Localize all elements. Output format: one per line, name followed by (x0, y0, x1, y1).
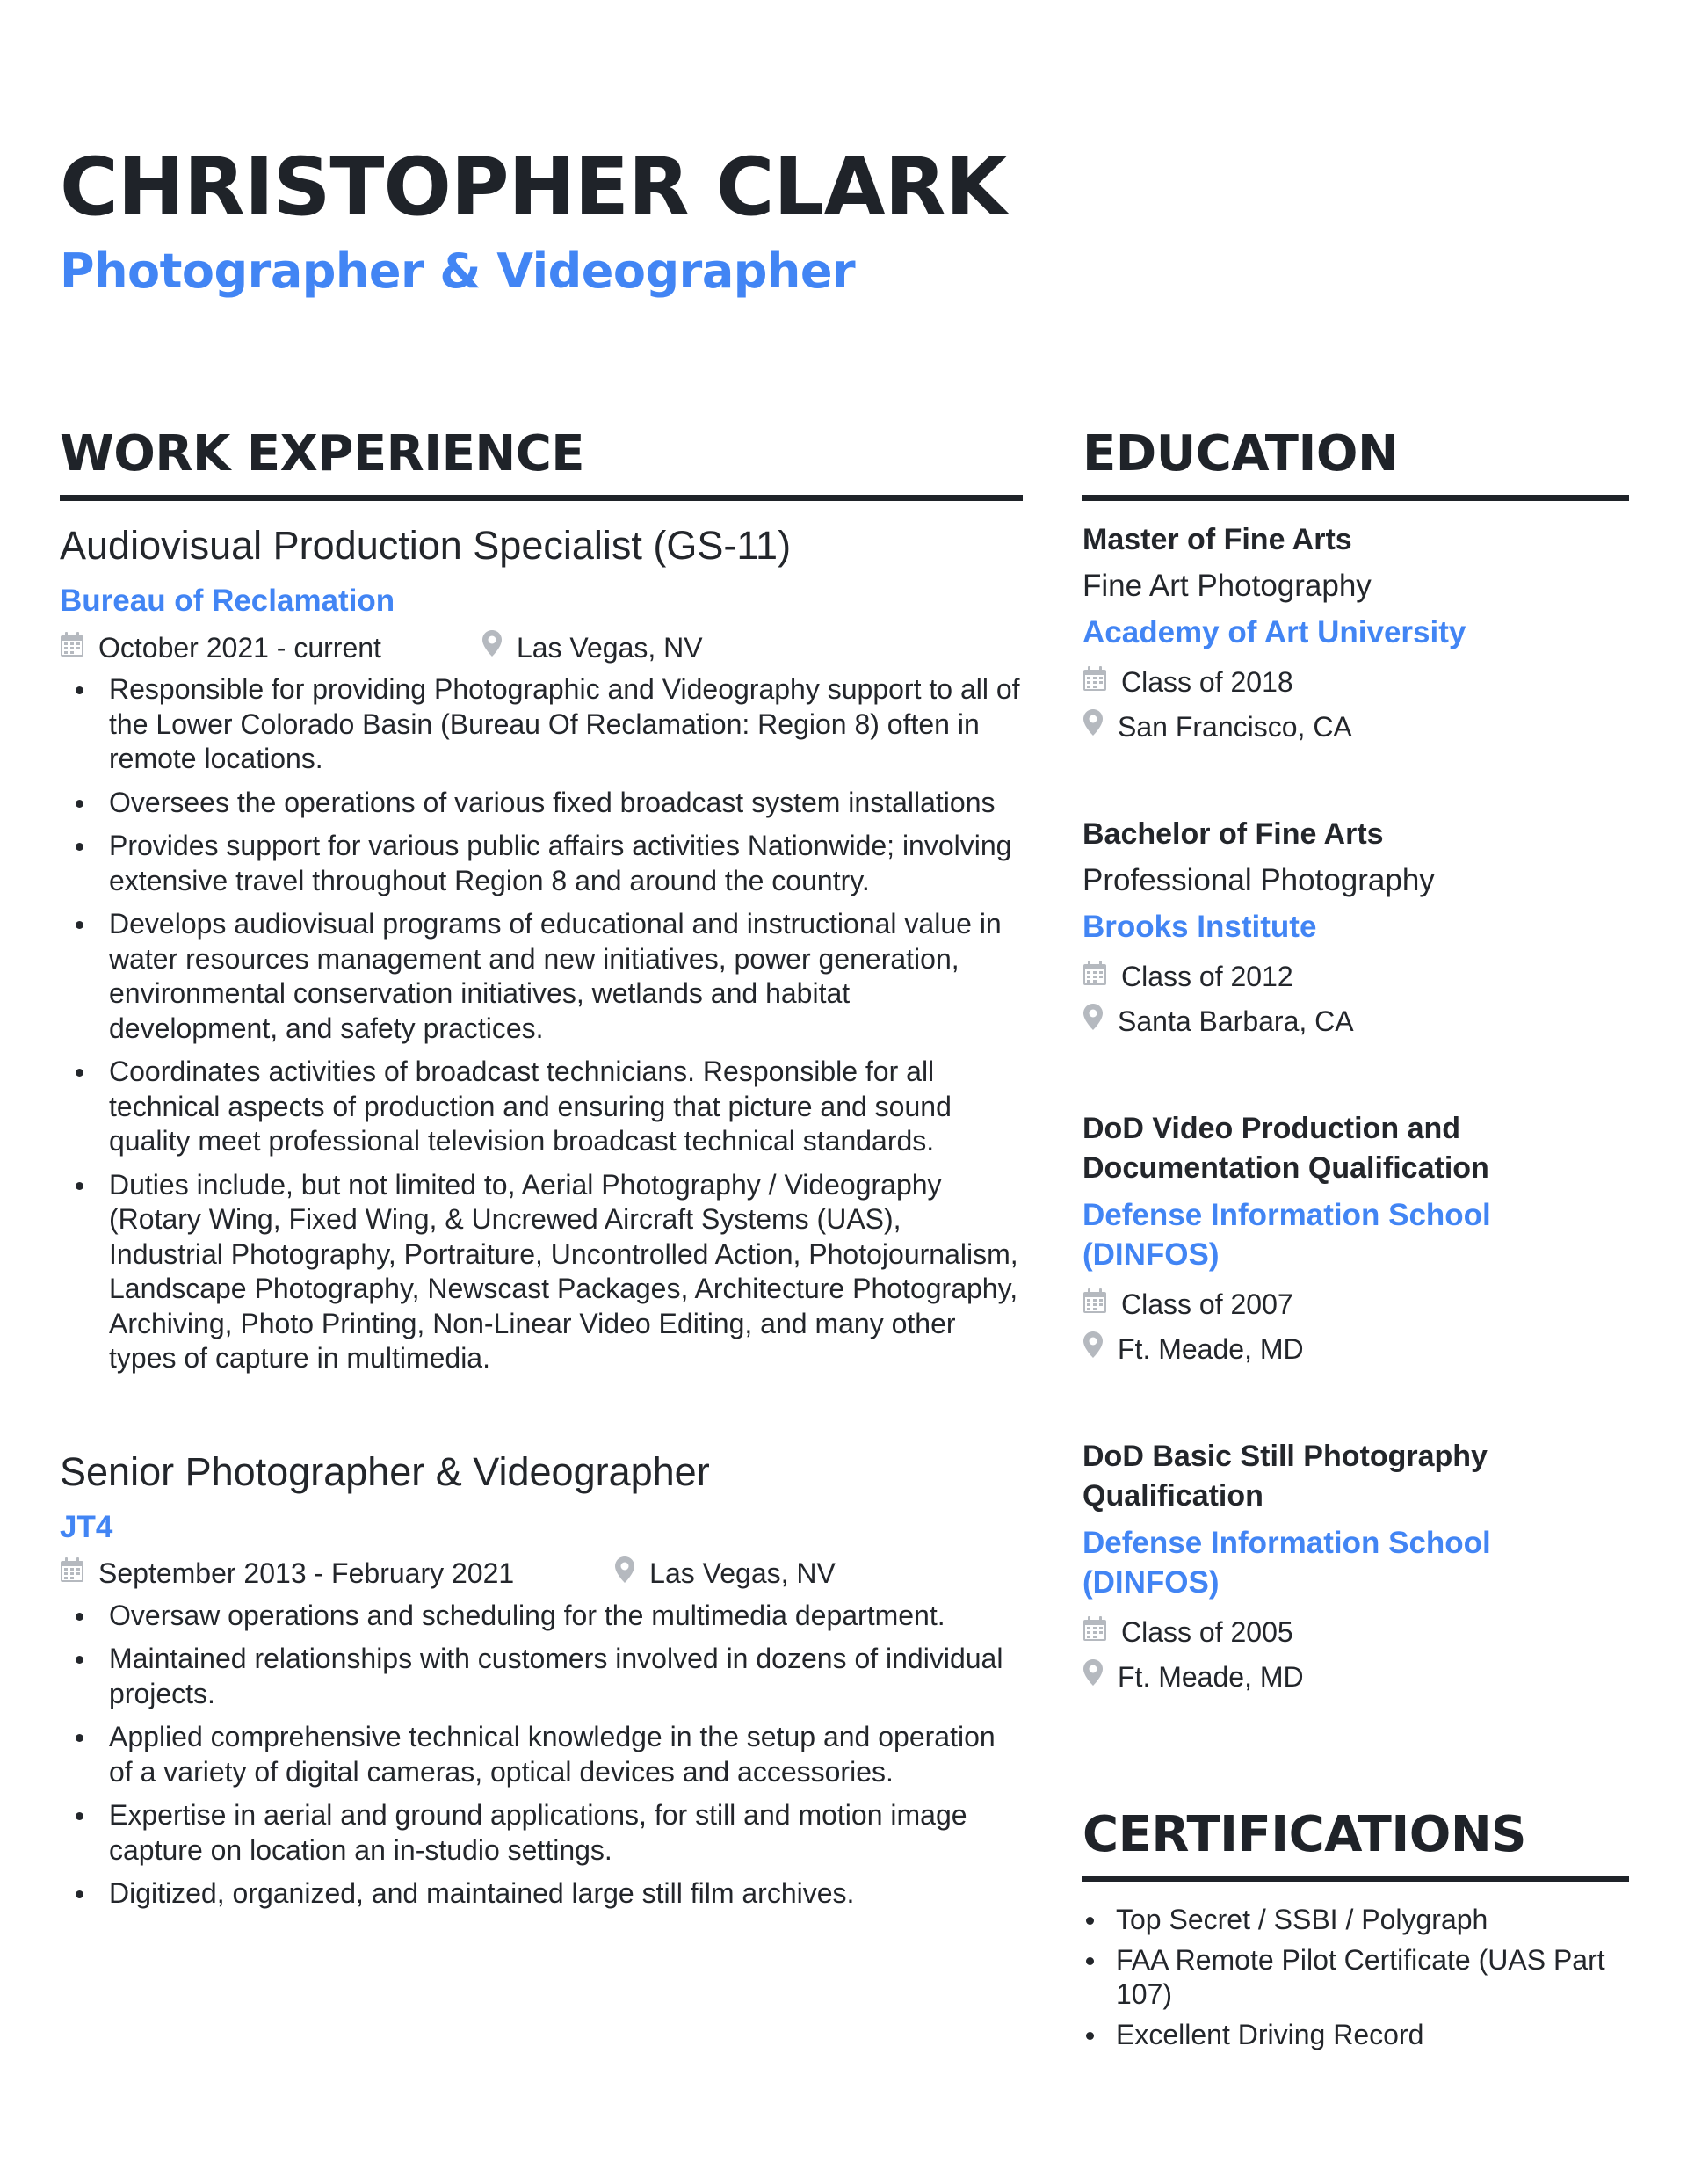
job-duties (60, 1599, 1023, 1912)
list-item: FAA Remote Pilot Certificate (UAS Part 107) (1082, 1943, 1629, 2013)
job-meta (60, 629, 1023, 665)
education-location-text: San Francisco, CA (1118, 710, 1352, 743)
job-meta (60, 1556, 1023, 1592)
work-experience-section (60, 424, 1023, 1920)
field-of-study: Professional Photography (1082, 863, 1435, 897)
list-item: Oversees the operations of various fixed broadcast system installations (60, 786, 1023, 821)
list-item: Responsible for providing Photographic and Videography support to all of the Lower Colorado Basin (Bureau Of Reclamation: Region 8) often in remote locations. (60, 672, 1023, 777)
education-year-text: Class of 2012 (1121, 961, 1293, 992)
education-entry (1082, 815, 1629, 1039)
job-dates (60, 630, 381, 665)
list-item: Applied comprehensive technical knowledge in the setup and operation of a variety of digital cameras, optical devices and accessories. (60, 1720, 1023, 1789)
job-location (481, 629, 703, 665)
location-pin-icon (1082, 1658, 1104, 1694)
education-year (1082, 1614, 1629, 1650)
education-location (1082, 1331, 1629, 1367)
location-pin-icon (1082, 1003, 1104, 1039)
job-duties (60, 672, 1023, 1376)
section-title-certifications: CERTIFICATIONS (1082, 1806, 1527, 1863)
education-entry (1082, 520, 1629, 744)
degree-name: Bachelor of Fine Arts (1082, 817, 1384, 851)
degree-name: DoD Basic Still Photography Qualification (1082, 1440, 1488, 1513)
list-item: Maintained relationships with customers involved in dozens of individual projects. (60, 1642, 1023, 1711)
school-name: Brooks Institute (1082, 910, 1317, 944)
candidate-name: CHRISTOPHER CLARK (60, 141, 1007, 234)
job-entry (60, 1447, 1023, 1912)
list-item: Duties include, but not limited to, Aerial Photography / Videography (Rotary Wing, Fixed Wing, & Uncrewed Aircraft Systems (UAS), Industrial Photography, Portraiture, Uncontrolled Action, Photojournalism, Landscape Photography, Newscast Packages, Architecture Photography, Archiving, Photo Printing, Non-Linear Video Editing, and many other types of capture in multimedia. (60, 1168, 1023, 1376)
section-divider (60, 495, 1023, 501)
school-name: Defense Information School (DINFOS) (1082, 1198, 1491, 1272)
company-name: JT4 (60, 1509, 113, 1544)
calendar-icon (60, 1556, 84, 1591)
education-entry (1082, 1437, 1629, 1694)
field-of-study: Fine Art Photography (1082, 569, 1372, 603)
job-entry (60, 520, 1023, 1376)
section-title-work: WORK EXPERIENCE (60, 425, 585, 483)
education-year (1082, 1287, 1629, 1322)
degree-name: Master of Fine Arts (1082, 523, 1352, 556)
education-section (1082, 424, 1629, 1694)
list-item: Oversaw operations and scheduling for the multimedia department. (60, 1599, 1023, 1634)
education-location-text: Ft. Meade, MD (1118, 1332, 1304, 1365)
education-year (1082, 664, 1629, 700)
location-pin-icon (481, 629, 503, 665)
calendar-icon (1082, 1287, 1107, 1322)
job-location (614, 1556, 836, 1592)
education-entry (1082, 1109, 1629, 1367)
education-location (1082, 708, 1629, 744)
school-name: Defense Information School (DINFOS) (1082, 1526, 1491, 1600)
location-pin-icon (614, 1556, 635, 1592)
job-title: Senior Photographer & Videographer (60, 1448, 710, 1494)
calendar-icon (1082, 959, 1107, 994)
degree-name: DoD Video Production and Documentation Qualification (1082, 1112, 1489, 1185)
company-name: Bureau of Reclamation (60, 584, 395, 618)
list-item: Coordinates activities of broadcast technicians. Responsible for all technical aspects of production and ensuring that picture and sound quality meet professional television broadcast technical standards. (60, 1055, 1023, 1159)
list-item: Develops audiovisual programs of educational and instructional value in water resources management and new initiatives, power generation, environmental conservation initiatives, wetlands and habitat development, and safety practices. (60, 907, 1023, 1046)
list-item: Expertise in aerial and ground applications, for still and motion image capture on location an in-studio settings. (60, 1798, 1023, 1868)
education-year-text: Class of 2005 (1121, 1616, 1293, 1648)
education-location-text: Santa Barbara, CA (1118, 1005, 1354, 1037)
job-dates-text: September 2013 - February 2021 (98, 1557, 515, 1589)
section-divider (1082, 495, 1629, 501)
candidate-title: Photographer & Videographer (60, 243, 856, 299)
section-divider (1082, 1876, 1629, 1882)
job-dates (60, 1556, 514, 1591)
list-item: Digitized, organized, and maintained large still film archives. (60, 1876, 1023, 1912)
education-year-text: Class of 2007 (1121, 1288, 1293, 1320)
resume-header (60, 141, 1007, 299)
job-location-text: Las Vegas, NV (649, 1557, 836, 1589)
job-location-text: Las Vegas, NV (516, 631, 703, 664)
list-item: Top Secret / SSBI / Polygraph (1082, 1903, 1629, 1938)
sidebar-column (1082, 424, 1629, 2057)
calendar-icon (1082, 1614, 1107, 1650)
education-location (1082, 1658, 1629, 1694)
job-dates-text: October 2021 - current (98, 631, 381, 664)
calendar-icon (60, 630, 84, 665)
calendar-icon (1082, 664, 1107, 700)
education-location-text: Ft. Meade, MD (1118, 1660, 1304, 1693)
school-name: Academy of Art University (1082, 615, 1466, 649)
certifications-list (1082, 1903, 1629, 2052)
section-title-education: EDUCATION (1082, 425, 1399, 483)
job-title: Audiovisual Production Specialist (GS-11) (60, 523, 792, 568)
location-pin-icon (1082, 708, 1104, 744)
location-pin-icon (1082, 1331, 1104, 1367)
list-item: Provides support for various public affairs activities Nationwide; involving extensive travel throughout Region 8 and around the country. (60, 829, 1023, 898)
education-year (1082, 959, 1629, 994)
education-year-text: Class of 2018 (1121, 666, 1293, 698)
list-item: Excellent Driving Record (1082, 2018, 1629, 2053)
certifications-section (1082, 1805, 1629, 2052)
education-location (1082, 1003, 1629, 1039)
